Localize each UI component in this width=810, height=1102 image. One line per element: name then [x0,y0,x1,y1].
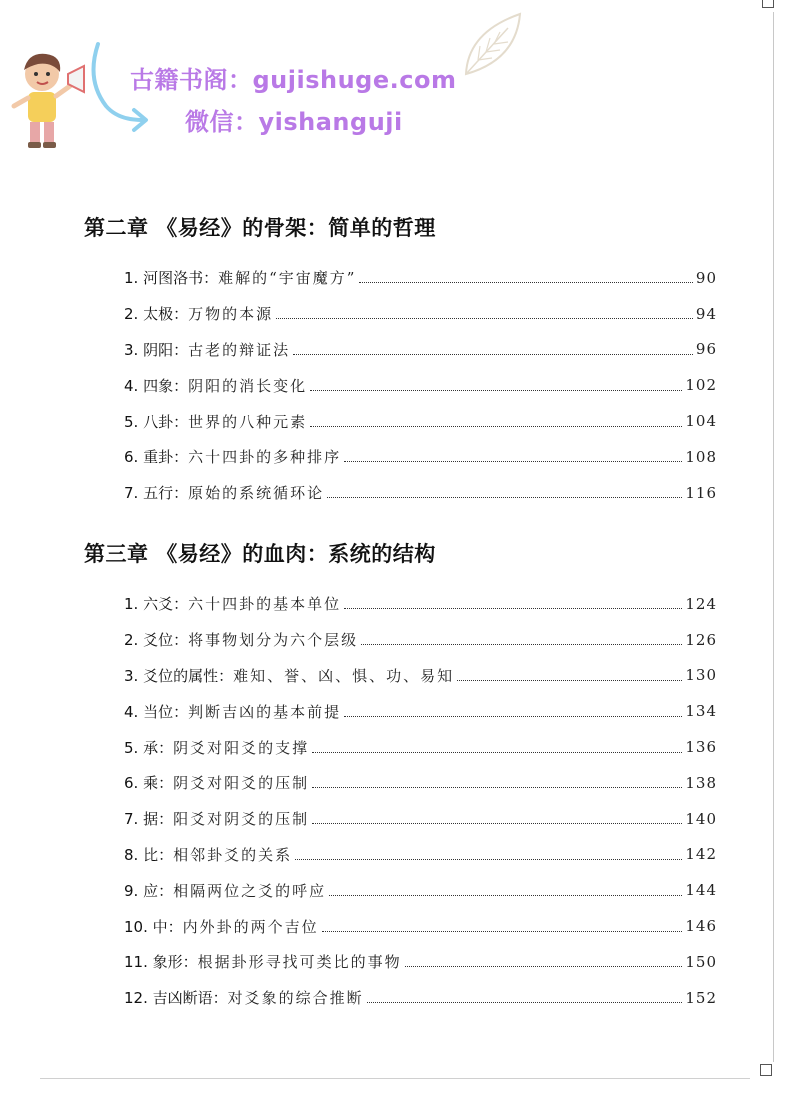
entry-head: 12. 吉凶断语： [124,989,228,1008]
entry-body: 阴阳的消长变化 [188,376,308,395]
leaf-icon [458,8,530,80]
entry-page: 102 [685,376,717,395]
toc-entry [124,980,717,1016]
toc-entry [124,367,717,403]
entry-body: 阴爻对阳爻的压制 [173,774,310,793]
entry-body: 根据卦形寻找可类比的事物 [197,953,402,972]
toc-entry [124,296,717,332]
entry-page: 126 [685,630,717,649]
toc-entry [124,729,717,765]
toc-list [124,260,717,511]
entry-body: 世界的八种元素 [188,412,308,431]
dot-leader [329,895,682,896]
entry-page: 96 [695,340,717,359]
corner-box-bottom [760,1064,772,1076]
entry-body: 六十四卦的多种排序 [188,448,342,467]
entry-head: 1. 六爻： [124,595,189,614]
dot-leader [361,644,682,645]
entry-page: 134 [685,702,717,721]
entry-head: 9. 应： [124,881,174,900]
dot-leader [367,1002,683,1003]
entry-head: 4. 当位： [124,702,189,721]
watermark-site: 古籍书阁：gujishuge.com [130,66,457,94]
entry-page: 104 [685,412,717,431]
entry-body: 万物的本源 [188,305,274,324]
entry-head: 3. 阴阳： [124,340,189,359]
toc-list [124,586,717,1016]
dot-leader [310,426,682,427]
entry-page: 144 [685,881,717,900]
bottom-rule [40,1078,750,1079]
entry-page: 146 [685,917,717,936]
dot-leader [312,787,682,788]
dot-leader [310,390,682,391]
entry-page: 130 [685,666,717,685]
entry-head: 7. 五行： [124,484,189,503]
entry-body: 对爻象的综合推断 [227,989,364,1008]
entry-page: 150 [685,952,717,971]
toc-entry [124,586,717,622]
toc-entry [124,693,717,729]
entry-head: 5. 八卦： [124,412,189,431]
entry-head: 3. 爻位的属性： [124,666,234,685]
entry-head: 2. 爻位： [124,631,189,650]
entry-page: 116 [685,483,717,502]
entry-page: 140 [685,809,717,828]
chapter-title: 第二章 《易经》的骨架：简单的哲理 [84,216,436,240]
entry-head: 10. 中： [124,917,183,936]
entry-head: 6. 重卦： [124,448,189,467]
entry-page: 124 [685,594,717,613]
page-edge-line [773,12,774,1062]
dot-leader [312,752,682,753]
dot-leader [293,354,693,355]
dot-leader [327,497,682,498]
entry-head: 2. 太极： [124,305,189,324]
dot-leader [457,680,682,681]
toc-entry [124,872,717,908]
dot-leader [405,966,683,967]
entry-body: 难解的“宇宙魔方” [218,269,357,288]
entry-page: 152 [685,988,717,1007]
entry-head: 6. 乘： [124,774,174,793]
entry-body: 内外卦的两个吉位 [182,917,319,936]
toc-entry [124,908,717,944]
toc-entry [124,658,717,694]
toc-entry [124,260,717,296]
dot-leader [322,931,683,932]
entry-head: 8. 比： [124,845,174,864]
entry-body: 将事物划分为六个层级 [188,631,359,650]
toc-entry [124,403,717,439]
entry-body: 相邻卦爻的关系 [173,845,293,864]
entry-page: 108 [685,447,717,466]
entry-body: 六十四卦的基本单位 [188,595,342,614]
toc-entry [124,622,717,658]
toc-entry [124,439,717,475]
entry-head: 4. 四象： [124,376,189,395]
toc-entry [124,475,717,511]
entry-body: 原始的系统循环论 [188,484,325,503]
entry-body: 阳爻对阴爻的压制 [173,810,310,829]
entry-head: 7. 据： [124,810,174,829]
cartoon-figure-icon [8,48,88,156]
entry-head: 5. 承： [124,738,174,757]
entry-body: 判断吉凶的基本前提 [188,702,342,721]
toc-entry [124,765,717,801]
entry-page: 136 [685,738,717,757]
dot-leader [359,282,692,283]
toc-entry [124,837,717,873]
entry-page: 90 [695,268,717,287]
corner-box-top [762,0,774,8]
dot-leader [295,859,682,860]
entry-head: 11. 象形： [124,953,198,972]
dot-leader [344,461,682,462]
entry-head: 1. 河图洛书： [124,269,219,288]
dot-leader [312,823,682,824]
entry-body: 难知、誉、凶、惧、功、易知 [233,666,455,685]
entry-page: 142 [685,845,717,864]
entry-body: 古老的辩证法 [188,340,291,359]
toc-entry [124,944,717,980]
toc-entry [124,801,717,837]
dot-leader [276,318,693,319]
toc-entry [124,332,717,368]
dot-leader [344,608,682,609]
entry-body: 相隔两位之爻的呼应 [173,881,327,900]
chapter-title: 第三章 《易经》的血肉：系统的结构 [84,542,436,566]
entry-page: 94 [695,304,717,323]
watermark-wechat: 微信：yishanguji [185,108,403,136]
entry-page: 138 [685,773,717,792]
entry-body: 阴爻对阳爻的支撑 [173,738,310,757]
dot-leader [344,716,682,717]
